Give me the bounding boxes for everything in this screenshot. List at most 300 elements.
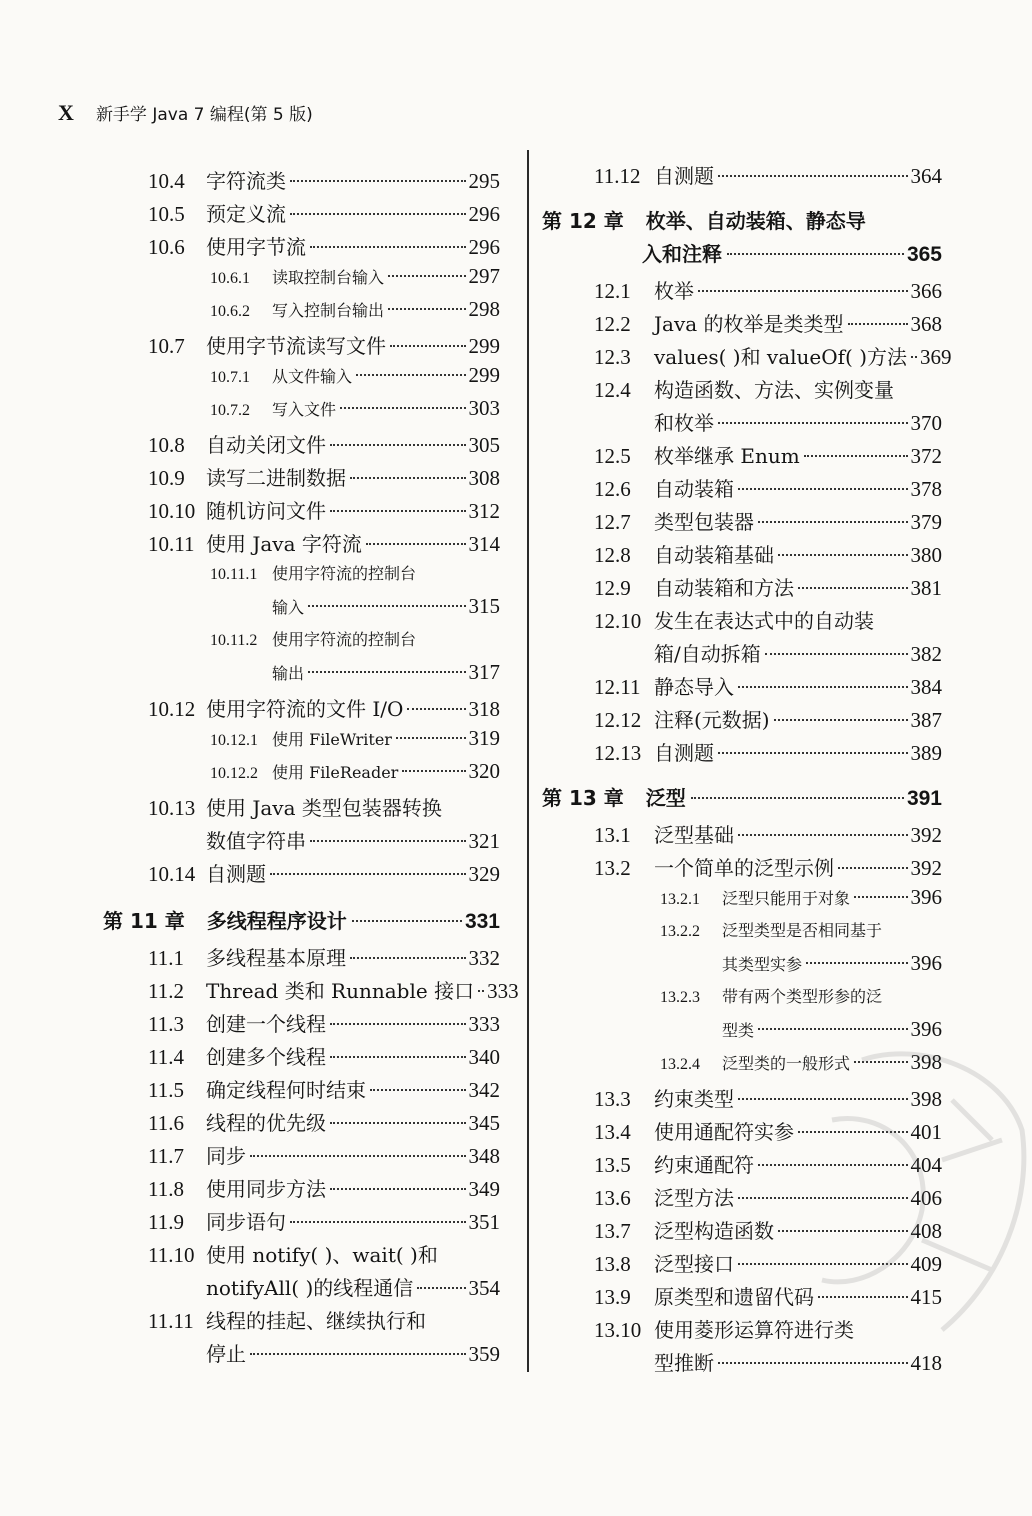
subsection-entry bbox=[660, 984, 882, 1007]
section-title: 使用通配符实参 bbox=[654, 1120, 794, 1144]
section-title: 枚举 bbox=[654, 279, 694, 303]
section-number: 13.4 bbox=[594, 1120, 631, 1144]
section-entry bbox=[148, 858, 500, 887]
section-entry bbox=[594, 539, 942, 568]
page-number: 404 bbox=[910, 1153, 942, 1177]
section-number: 13.2.3 bbox=[660, 989, 700, 1006]
entry-continuation bbox=[206, 1272, 500, 1301]
dot-leader bbox=[738, 834, 908, 836]
page-number: 381 bbox=[910, 576, 942, 600]
page-number: 387 bbox=[910, 708, 942, 732]
dot-leader bbox=[388, 308, 465, 310]
section-entry bbox=[594, 737, 942, 766]
chapter-heading-cont bbox=[642, 238, 942, 267]
dot-leader bbox=[352, 920, 462, 922]
section-title: 使用同步方法 bbox=[206, 1177, 326, 1201]
page-number: 366 bbox=[910, 279, 942, 303]
subsection-entry bbox=[210, 627, 416, 650]
section-number: 10.7 bbox=[148, 334, 185, 358]
section-title: values( )和 valueOf( )方法 bbox=[654, 345, 908, 369]
page-number: 368 bbox=[910, 312, 942, 336]
page-number: 384 bbox=[910, 675, 942, 699]
dot-leader bbox=[407, 708, 465, 710]
page-number: 364 bbox=[910, 164, 942, 188]
dot-leader bbox=[310, 840, 466, 842]
page-number: 318 bbox=[468, 697, 500, 721]
section-entry bbox=[148, 1074, 500, 1103]
section-title: 泛型只能用于对象 bbox=[722, 889, 851, 908]
page-number: 378 bbox=[910, 477, 942, 501]
entry-continuation bbox=[272, 594, 500, 619]
section-title: 自测题 bbox=[654, 741, 714, 765]
section-title: 使用字符流的文件 I/O bbox=[206, 697, 404, 721]
chapter-label: 第 12 章 bbox=[542, 209, 624, 233]
subsection-entry bbox=[660, 918, 882, 941]
section-title: 写入文件 bbox=[272, 400, 337, 419]
dot-leader bbox=[396, 737, 466, 739]
entry-continuation bbox=[206, 1338, 500, 1367]
section-title: 使用字节流 bbox=[206, 235, 306, 259]
entry-continuation bbox=[654, 1347, 942, 1376]
section-title: 预定义流 bbox=[206, 202, 286, 226]
section-number: 13.1 bbox=[594, 823, 631, 847]
entry-continuation bbox=[654, 407, 942, 436]
section-number: 11.6 bbox=[148, 1111, 184, 1135]
dot-leader bbox=[691, 797, 904, 799]
section-entry bbox=[148, 942, 500, 971]
chapter-label: 第 13 章 bbox=[542, 786, 624, 810]
dot-leader bbox=[758, 1028, 907, 1030]
section-title: 一个简单的泛型示例 bbox=[654, 856, 834, 880]
entry-continuation bbox=[272, 660, 500, 685]
subsection-entry bbox=[210, 297, 500, 322]
section-number: 13.5 bbox=[594, 1153, 631, 1177]
section-entry bbox=[594, 671, 942, 700]
section-title: 泛型类型是否相同基于 bbox=[722, 921, 883, 940]
dot-leader bbox=[738, 686, 908, 688]
section-entry bbox=[148, 1239, 438, 1268]
section-title: 创建多个线程 bbox=[206, 1045, 326, 1069]
section-number: 12.4 bbox=[594, 378, 631, 402]
section-number: 10.12.2 bbox=[210, 765, 258, 782]
dot-leader bbox=[838, 867, 908, 869]
dot-leader bbox=[290, 1221, 466, 1223]
section-title: 创建一个线程 bbox=[206, 1012, 326, 1036]
page-number: 380 bbox=[910, 543, 942, 567]
dot-leader bbox=[848, 323, 908, 325]
page-number: 408 bbox=[910, 1219, 942, 1243]
section-number: 12.6 bbox=[594, 477, 631, 501]
page-number: 415 bbox=[910, 1285, 942, 1309]
section-title: 使用字符流的控制台 bbox=[272, 630, 417, 649]
section-entry bbox=[594, 572, 942, 601]
section-title-cont: 输出 bbox=[272, 664, 305, 683]
section-entry bbox=[148, 1041, 500, 1070]
dot-leader bbox=[718, 422, 908, 424]
subsection-entry bbox=[210, 726, 500, 751]
section-number: 10.8 bbox=[148, 433, 185, 457]
section-title: 使用 notify( )、wait( )和 bbox=[206, 1243, 438, 1267]
book-title: 新手学 Java 7 编程(第 5 版) bbox=[95, 105, 313, 125]
page-number: 296 bbox=[468, 202, 500, 226]
section-title: 使用字符流的控制台 bbox=[272, 564, 417, 583]
section-title: 写入控制台输出 bbox=[272, 301, 385, 320]
section-entry bbox=[594, 275, 942, 304]
section-title: 确定线程何时结束 bbox=[206, 1078, 366, 1102]
dot-leader bbox=[478, 990, 484, 992]
section-number: 12.8 bbox=[594, 543, 631, 567]
page-number: 319 bbox=[468, 726, 500, 750]
page-number: 391 bbox=[906, 787, 942, 810]
section-title-cont: 数值字符串 bbox=[206, 829, 306, 853]
section-entry bbox=[148, 975, 519, 1004]
section-title: 发生在表达式中的自动装 bbox=[654, 609, 874, 633]
dot-leader bbox=[738, 488, 908, 490]
section-title: 泛型类的一般形式 bbox=[722, 1054, 851, 1073]
page-number: 392 bbox=[910, 823, 942, 847]
section-title: 字符流类 bbox=[206, 169, 286, 193]
chapter-label: 第 11 章 bbox=[103, 909, 185, 933]
section-number: 11.1 bbox=[148, 946, 184, 970]
dot-leader bbox=[718, 752, 908, 754]
dot-leader bbox=[765, 653, 908, 655]
page-number: 398 bbox=[910, 1087, 942, 1111]
chapter-title: 枚举、自动装箱、静态导 bbox=[645, 209, 866, 233]
section-title: 枚举继承 Enum bbox=[654, 444, 800, 468]
section-title-cont: 其类型实参 bbox=[722, 955, 803, 974]
section-title: 泛型构造函数 bbox=[654, 1219, 774, 1243]
section-title: 构造函数、方法、实例变量 bbox=[654, 378, 894, 402]
section-number: 12.7 bbox=[594, 510, 631, 534]
subsection-entry bbox=[210, 363, 500, 388]
section-number: 12.1 bbox=[594, 279, 631, 303]
section-title: 随机访问文件 bbox=[206, 499, 326, 523]
section-number: 11.7 bbox=[148, 1144, 184, 1168]
dot-leader bbox=[330, 1056, 466, 1058]
section-number: 11.5 bbox=[148, 1078, 184, 1102]
section-entry bbox=[594, 704, 942, 733]
section-number: 10.10 bbox=[148, 499, 196, 523]
section-number: 10.14 bbox=[148, 862, 196, 886]
section-title-cont: 箱/自动拆箱 bbox=[654, 642, 761, 666]
section-title: 类型包装器 bbox=[654, 510, 754, 534]
section-entry bbox=[148, 165, 500, 194]
page-number: 295 bbox=[468, 169, 500, 193]
dot-leader bbox=[250, 1353, 466, 1355]
section-number: 10.7.2 bbox=[210, 402, 250, 419]
section-number: 13.10 bbox=[594, 1318, 642, 1342]
section-entry bbox=[148, 1173, 500, 1202]
dot-leader bbox=[402, 770, 465, 772]
section-number: 11.11 bbox=[148, 1309, 194, 1333]
section-entry bbox=[148, 198, 500, 227]
section-title: 自动装箱和方法 bbox=[654, 576, 794, 600]
dot-leader bbox=[718, 175, 908, 177]
section-entry bbox=[148, 528, 500, 557]
section-title: 使用菱形运算符进行类 bbox=[654, 1318, 854, 1342]
dot-leader bbox=[308, 605, 465, 607]
section-number: 13.2.4 bbox=[660, 1056, 700, 1073]
section-entry bbox=[594, 605, 874, 634]
section-number: 13.9 bbox=[594, 1285, 631, 1309]
section-number: 10.11.2 bbox=[210, 632, 258, 649]
section-number: 10.12.1 bbox=[210, 732, 258, 749]
page-number: 382 bbox=[910, 642, 942, 666]
page-number: 396 bbox=[910, 885, 942, 909]
section-entry bbox=[148, 1140, 500, 1169]
page-number: 418 bbox=[910, 1351, 942, 1375]
section-title: 同步 bbox=[206, 1144, 246, 1168]
page-number: 308 bbox=[468, 466, 500, 490]
section-title: 读取控制台输入 bbox=[272, 268, 385, 287]
section-number: 10.12 bbox=[148, 697, 196, 721]
dot-leader bbox=[270, 873, 466, 875]
section-title: 约束通配符 bbox=[654, 1153, 754, 1177]
section-entry bbox=[148, 1008, 500, 1037]
page-number: 342 bbox=[468, 1078, 500, 1102]
section-number: 13.3 bbox=[594, 1087, 631, 1111]
section-title: 注释(元数据) bbox=[654, 708, 770, 732]
section-title: 带有两个类型形参的泛 bbox=[722, 987, 883, 1006]
page-number: 409 bbox=[910, 1252, 942, 1276]
page-number: 297 bbox=[468, 264, 500, 288]
dot-leader bbox=[727, 253, 904, 255]
section-number: 12.3 bbox=[594, 345, 631, 369]
section-number: 10.4 bbox=[148, 169, 185, 193]
page-number: 331 bbox=[464, 910, 500, 933]
dot-leader bbox=[806, 962, 907, 964]
section-entry bbox=[148, 231, 500, 260]
entry-continuation bbox=[654, 638, 942, 667]
dot-leader bbox=[308, 671, 465, 673]
section-title: 自测题 bbox=[206, 862, 266, 886]
section-entry bbox=[148, 462, 500, 491]
section-number: 10.13 bbox=[148, 796, 196, 820]
chapter-heading bbox=[542, 782, 942, 811]
section-title-cont: 型推断 bbox=[654, 1351, 714, 1375]
section-title: 使用字节流读写文件 bbox=[206, 334, 386, 358]
page-number: 389 bbox=[910, 741, 942, 765]
page-number: 340 bbox=[468, 1045, 500, 1069]
dot-leader bbox=[798, 587, 908, 589]
dot-leader bbox=[356, 374, 465, 376]
dot-leader bbox=[330, 1023, 466, 1025]
page-number: 348 bbox=[468, 1144, 500, 1168]
section-number: 10.5 bbox=[148, 202, 185, 226]
dot-leader bbox=[758, 521, 908, 523]
section-number: 11.3 bbox=[148, 1012, 184, 1036]
page-number: 354 bbox=[468, 1276, 500, 1300]
page-number: 296 bbox=[468, 235, 500, 259]
entry-continuation bbox=[722, 951, 942, 976]
section-number: 13.2.2 bbox=[660, 923, 700, 940]
section-entry bbox=[594, 440, 942, 469]
dot-leader bbox=[366, 543, 466, 545]
section-title: 静态导入 bbox=[654, 675, 734, 699]
subsection-entry bbox=[210, 264, 500, 289]
dot-leader bbox=[417, 1287, 465, 1289]
section-title: 自测题 bbox=[654, 164, 714, 188]
section-title-cont: 型类 bbox=[722, 1021, 755, 1040]
section-number: 11.12 bbox=[594, 164, 641, 188]
section-number: 11.9 bbox=[148, 1210, 184, 1234]
dot-leader bbox=[350, 477, 466, 479]
page-number: 406 bbox=[910, 1186, 942, 1210]
section-entry bbox=[594, 819, 942, 848]
section-number: 12.2 bbox=[594, 312, 631, 336]
section-entry bbox=[594, 473, 942, 502]
section-number: 13.2 bbox=[594, 856, 631, 880]
subsection-entry bbox=[660, 885, 942, 910]
entry-continuation bbox=[722, 1017, 942, 1042]
section-number: 12.11 bbox=[594, 675, 641, 699]
page-number: 369 bbox=[920, 345, 952, 369]
chapter-heading bbox=[103, 905, 500, 934]
page-number: 299 bbox=[468, 334, 500, 358]
section-number: 10.9 bbox=[148, 466, 185, 490]
section-title: 从文件输入 bbox=[272, 367, 353, 386]
section-title: 使用 FileWriter bbox=[272, 730, 392, 749]
section-title: 使用 Java 字符流 bbox=[206, 532, 362, 556]
subsection-entry bbox=[210, 396, 500, 421]
page-number: 401 bbox=[910, 1120, 942, 1144]
dot-leader bbox=[911, 356, 917, 358]
section-title: Java 的枚举是类类型 bbox=[654, 312, 844, 336]
section-title-cont: 和枚举 bbox=[654, 411, 714, 435]
dot-leader bbox=[290, 213, 466, 215]
dot-leader bbox=[330, 510, 466, 512]
section-number: 12.10 bbox=[594, 609, 642, 633]
section-number: 13.8 bbox=[594, 1252, 631, 1276]
section-title: 使用 Java 类型包装器转换 bbox=[206, 796, 442, 820]
section-title-cont: 输入 bbox=[272, 598, 305, 617]
section-title: Thread 类和 Runnable 接口 bbox=[206, 979, 475, 1003]
page-number: 305 bbox=[468, 433, 500, 457]
dot-leader bbox=[340, 407, 465, 409]
section-entry bbox=[148, 429, 500, 458]
page-number: 351 bbox=[468, 1210, 500, 1234]
dot-leader bbox=[388, 275, 465, 277]
section-title-cont: 停止 bbox=[206, 1342, 246, 1366]
dot-leader bbox=[290, 180, 466, 182]
dot-leader bbox=[698, 290, 908, 292]
page-number: 396 bbox=[910, 1017, 942, 1041]
chapter-title: 多线程程序设计 bbox=[206, 909, 347, 933]
page-number: 314 bbox=[468, 532, 500, 556]
watermark-seal bbox=[802, 1040, 1032, 1340]
section-number: 12.5 bbox=[594, 444, 631, 468]
chapter-heading bbox=[542, 205, 866, 234]
section-title: 自动装箱 bbox=[654, 477, 734, 501]
page-number: 332 bbox=[468, 946, 500, 970]
section-number: 13.2.1 bbox=[660, 891, 700, 908]
section-title: 自动关闭文件 bbox=[206, 433, 326, 457]
dot-leader bbox=[370, 1089, 466, 1091]
section-title: 使用 FileReader bbox=[272, 763, 399, 782]
chapter-title-cont: 入和注释 bbox=[642, 242, 722, 266]
section-number: 12.9 bbox=[594, 576, 631, 600]
page-number: 359 bbox=[468, 1342, 500, 1366]
dot-leader bbox=[778, 554, 908, 556]
dot-leader bbox=[330, 1122, 466, 1124]
section-number: 13.7 bbox=[594, 1219, 631, 1243]
section-number: 10.7.1 bbox=[210, 369, 250, 386]
section-title: 原类型和遗留代码 bbox=[654, 1285, 814, 1309]
page-number: 312 bbox=[468, 499, 500, 523]
section-number: 12.12 bbox=[594, 708, 642, 732]
page-number: 345 bbox=[468, 1111, 500, 1135]
section-entry bbox=[148, 1107, 500, 1136]
page-number: 396 bbox=[910, 951, 942, 975]
page-number: 392 bbox=[910, 856, 942, 880]
dot-leader bbox=[390, 345, 466, 347]
subsection-entry bbox=[210, 759, 500, 784]
page-number: 333 bbox=[468, 1012, 500, 1036]
section-number: 10.6.2 bbox=[210, 303, 250, 320]
section-number: 10.11.1 bbox=[210, 566, 258, 583]
section-title: 泛型方法 bbox=[654, 1186, 734, 1210]
page-number: 370 bbox=[910, 411, 942, 435]
section-title: 泛型基础 bbox=[654, 823, 734, 847]
section-entry bbox=[594, 341, 952, 370]
section-entry bbox=[594, 506, 942, 535]
section-number: 12.13 bbox=[594, 741, 642, 765]
section-title: 读写二进制数据 bbox=[206, 466, 346, 490]
page-number: 299 bbox=[468, 363, 500, 387]
section-number: 10.11 bbox=[148, 532, 195, 556]
section-entry bbox=[594, 308, 942, 337]
dot-leader bbox=[774, 719, 908, 721]
page-number-roman: X bbox=[58, 100, 74, 125]
section-number: 11.8 bbox=[148, 1177, 184, 1201]
dot-leader bbox=[718, 1362, 908, 1364]
section-number: 11.2 bbox=[148, 979, 184, 1003]
page-number: 320 bbox=[468, 759, 500, 783]
section-entry bbox=[148, 1305, 426, 1334]
section-number: 11.4 bbox=[148, 1045, 184, 1069]
subsection-entry bbox=[210, 561, 416, 584]
section-title: 自动装箱基础 bbox=[654, 543, 774, 567]
section-title: 约束类型 bbox=[654, 1087, 734, 1111]
dot-leader bbox=[330, 1188, 466, 1190]
dot-leader bbox=[804, 455, 908, 457]
dot-leader bbox=[250, 1155, 466, 1157]
section-number: 10.6 bbox=[148, 235, 185, 259]
section-number: 10.6.1 bbox=[210, 270, 250, 287]
page-number: 398 bbox=[910, 1050, 942, 1074]
page-number: 329 bbox=[468, 862, 500, 886]
entry-continuation bbox=[206, 825, 500, 854]
section-title-cont: notifyAll( )的线程通信 bbox=[206, 1276, 414, 1300]
section-entry bbox=[148, 330, 500, 359]
section-title: 泛型接口 bbox=[654, 1252, 734, 1276]
section-entry bbox=[594, 374, 894, 403]
section-title: 多线程基本原理 bbox=[206, 946, 346, 970]
section-title: 同步语句 bbox=[206, 1210, 286, 1234]
section-title: 线程的优先级 bbox=[206, 1111, 326, 1135]
section-number: 13.6 bbox=[594, 1186, 631, 1210]
section-entry bbox=[148, 693, 500, 722]
dot-leader bbox=[854, 896, 907, 898]
page-number: 379 bbox=[910, 510, 942, 534]
dot-leader bbox=[310, 246, 466, 248]
dot-leader bbox=[350, 957, 466, 959]
section-number: 11.10 bbox=[148, 1243, 195, 1267]
section-entry bbox=[594, 160, 942, 189]
page-number: 298 bbox=[468, 297, 500, 321]
dot-leader bbox=[330, 444, 466, 446]
section-entry bbox=[148, 792, 442, 821]
